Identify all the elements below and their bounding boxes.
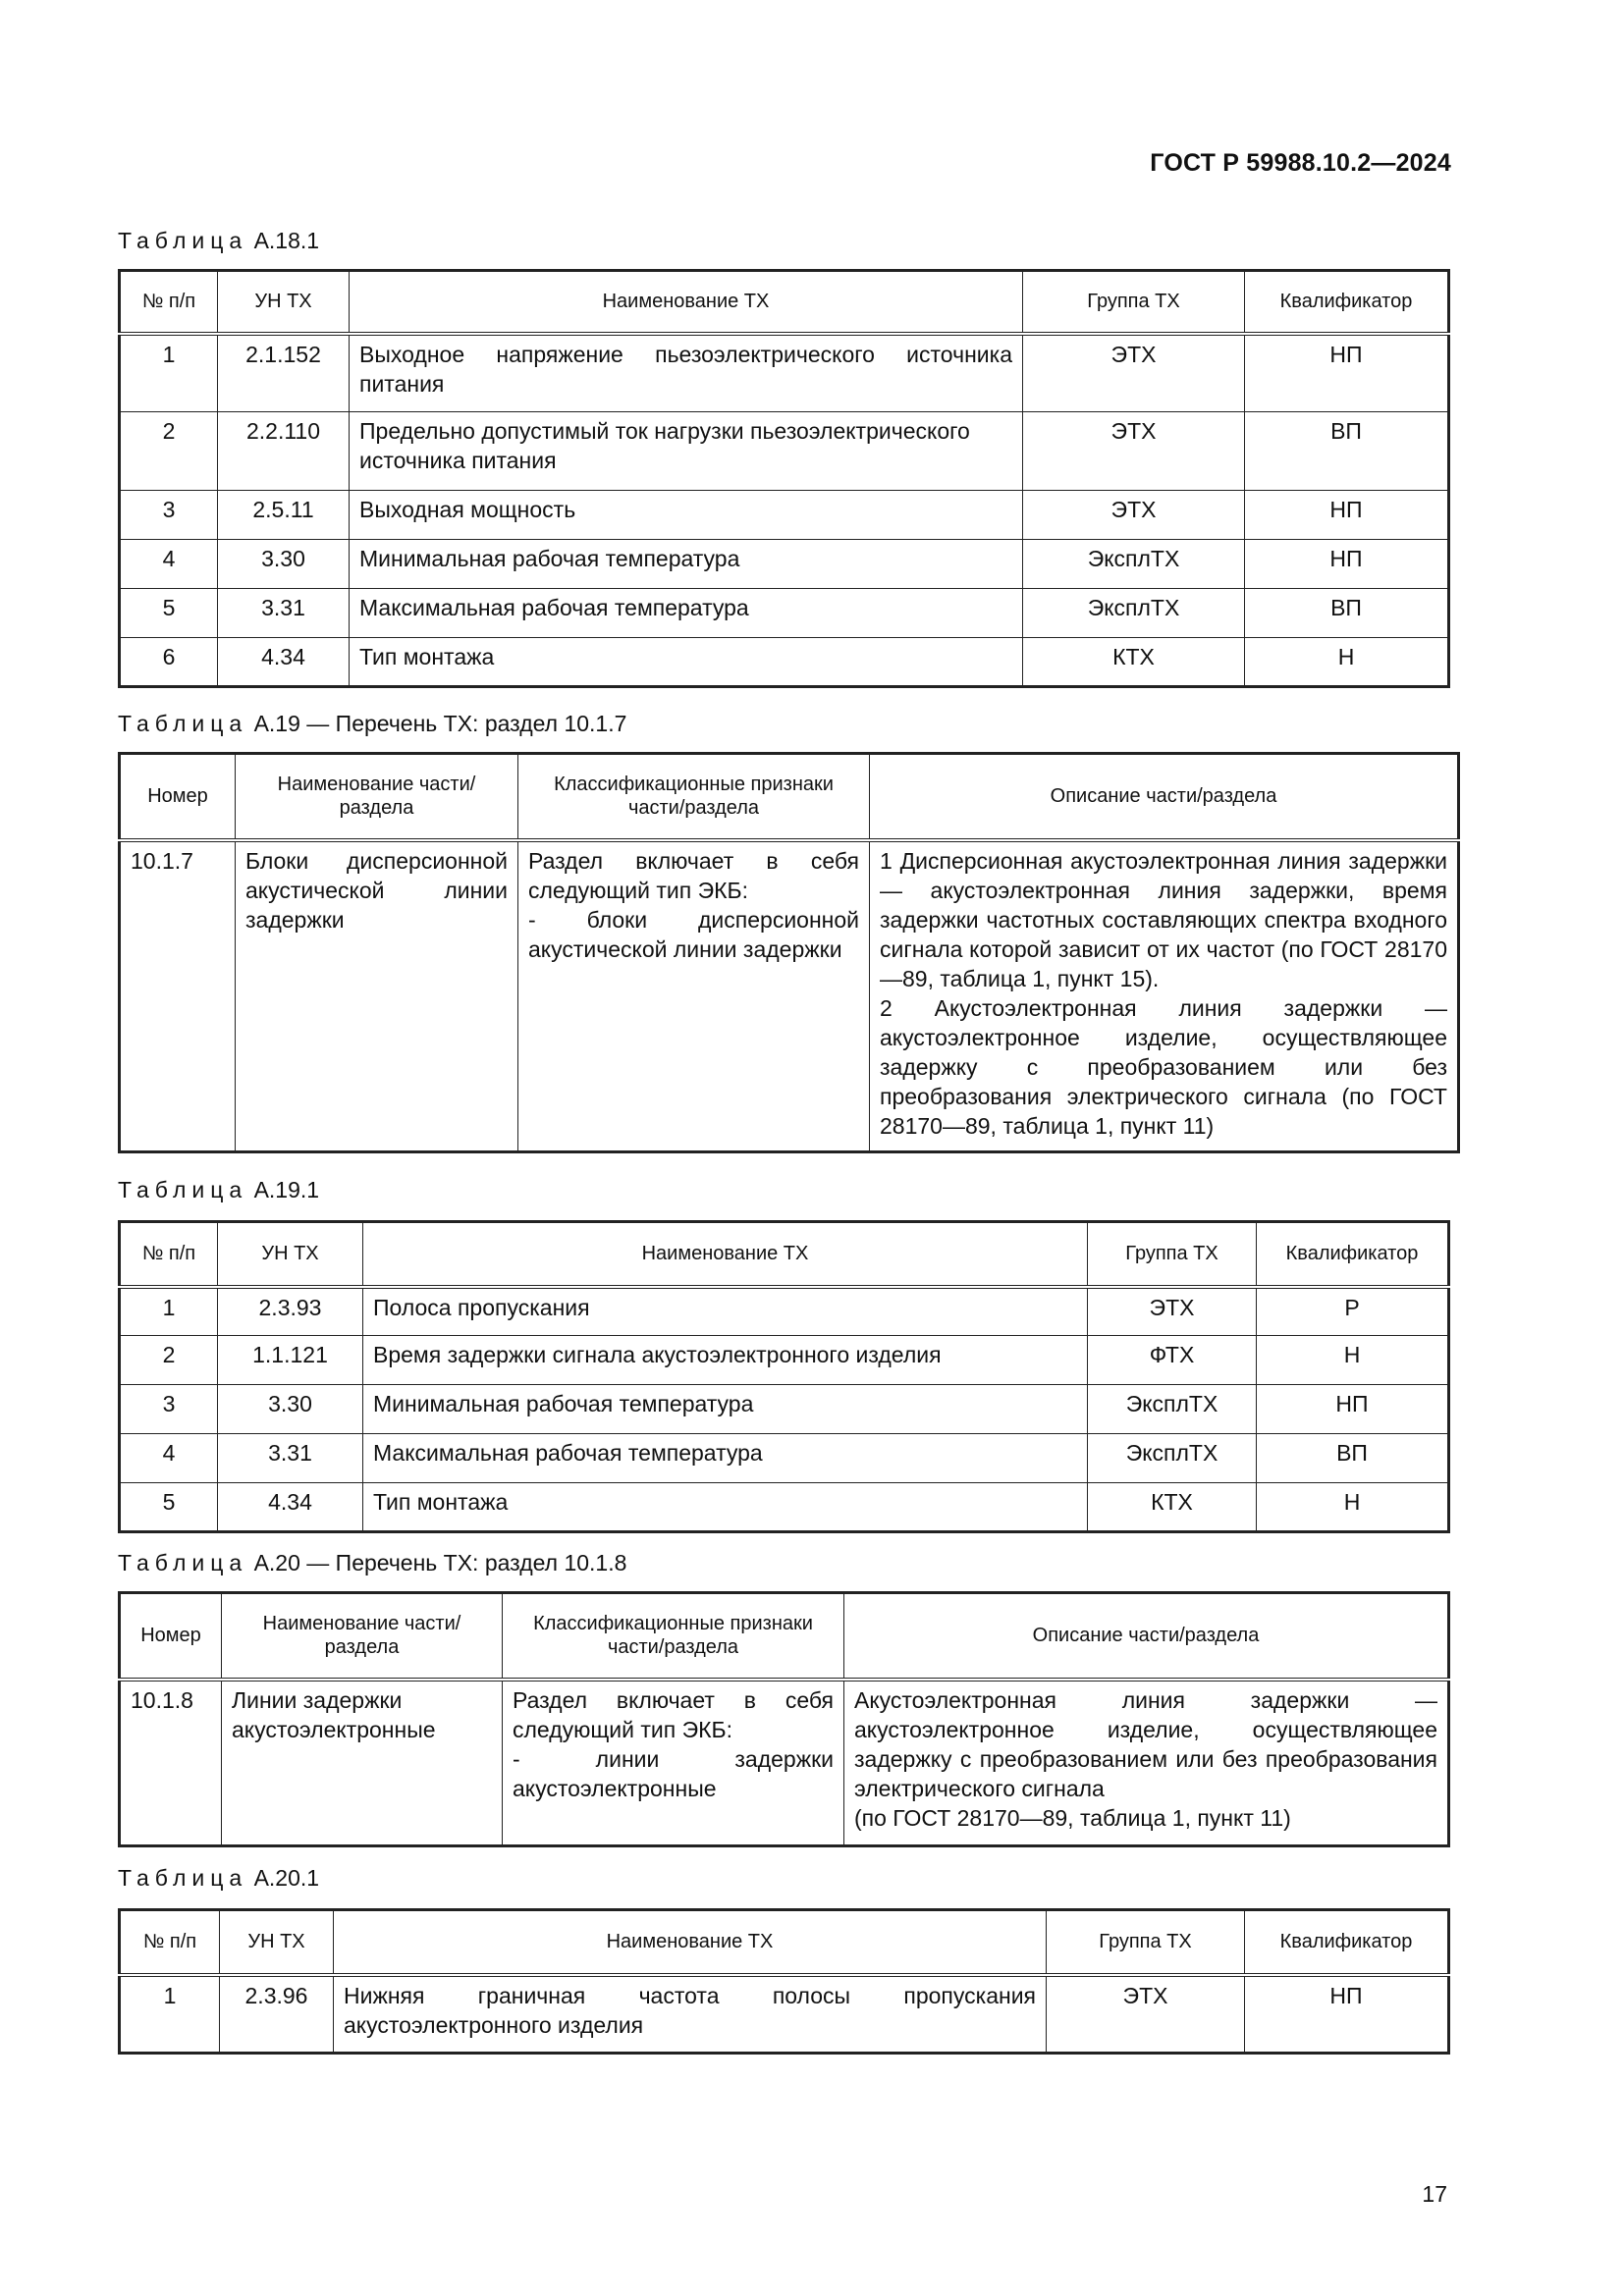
header-cell: Классификационные признаки части/раздела xyxy=(518,754,870,840)
cell-group: ЭксплТХ xyxy=(1088,1434,1257,1483)
cell-number: 3 xyxy=(120,1385,218,1434)
header-cell: Группа ТХ xyxy=(1047,1910,1245,1975)
header-cell: Наименование части/ раздела xyxy=(236,754,518,840)
table-a19-1 xyxy=(118,1220,1450,1533)
cell-group: ЭксплТХ xyxy=(1023,540,1245,589)
table-row xyxy=(120,1975,1449,2054)
cell-group: ЭТХ xyxy=(1088,1287,1257,1336)
cell-name: Минимальная рабочая температура xyxy=(363,1385,1088,1434)
table-row xyxy=(120,1434,1449,1483)
cell-qualifier: НП xyxy=(1257,1385,1449,1434)
cell-number: 5 xyxy=(120,1483,218,1532)
cell-name: Максимальная рабочая температура xyxy=(363,1434,1088,1483)
header-cell: Наименование части/ раздела xyxy=(222,1593,503,1680)
description-paragraph: 2 Акустоэлектронная линия задержки — акустоэлектронное изделие, осуществляющее задержку с преобразованием или без преобразования электрического сигнала (по ГОСТ 28170—89, таблица 1, пункт 11) xyxy=(880,994,1447,1139)
table-header-row xyxy=(120,1910,1449,1975)
description-paragraph: 1 Дисперсионная акустоэлектронная линия задержки — акустоэлектронная линия задержки, время задержки частотных составляющих спектра входного сигнала которой зависит от их частот (по ГОСТ 28170—89, таблица 1, пункт 15). xyxy=(880,847,1447,991)
cell-number: 3 xyxy=(120,491,218,540)
table-row xyxy=(120,638,1449,687)
features-item: - линии задержки акустоэлектронные xyxy=(513,1745,834,1801)
table-row xyxy=(120,589,1449,638)
cell-name: Выходное напряжение пьезоэлектрического источника питания xyxy=(350,334,1023,412)
table-header-row xyxy=(120,1222,1449,1287)
header-cell: Номер xyxy=(120,1593,222,1680)
header-cell: Описание части/раздела xyxy=(870,754,1459,840)
header-cell: УН ТХ xyxy=(218,1222,363,1287)
cell-qualifier: НП xyxy=(1245,334,1449,412)
table-row xyxy=(120,1680,1449,1846)
cell-qualifier: Н xyxy=(1257,1336,1449,1385)
cell-code: 3.30 xyxy=(218,1385,363,1434)
table-caption-a19: Таблица А.19 — Перечень ТХ: раздел 10.1.7 xyxy=(118,711,627,736)
header-cell: Номер xyxy=(120,754,236,840)
table-a18-1 xyxy=(118,269,1450,688)
cell-group: ЭксплТХ xyxy=(1088,1385,1257,1434)
cell-number: 6 xyxy=(120,638,218,687)
cell-group: ЭксплТХ xyxy=(1023,589,1245,638)
cell-qualifier: НП xyxy=(1245,540,1449,589)
header-cell: Квалификатор xyxy=(1257,1222,1449,1287)
cell-code: 4.34 xyxy=(218,638,350,687)
cell-qualifier: ВП xyxy=(1245,589,1449,638)
table-a20-1 xyxy=(118,1908,1450,2055)
table-row xyxy=(120,334,1449,412)
cell-group: ЭТХ xyxy=(1047,1975,1245,2054)
cell-code: 2.3.93 xyxy=(218,1287,363,1336)
features-item: - блоки дисперсионной акустической линии задержки xyxy=(528,906,859,962)
cell-code: 2.2.110 xyxy=(218,412,350,491)
cell-group: ЭТХ xyxy=(1023,412,1245,491)
cell-features xyxy=(503,1680,844,1846)
table-header-row xyxy=(120,754,1459,840)
cell-name: Выходная мощность xyxy=(350,491,1023,540)
cell-qualifier: Н xyxy=(1257,1483,1449,1532)
cell-name: Тип монтажа xyxy=(350,638,1023,687)
cell-code: 4.34 xyxy=(218,1483,363,1532)
header-cell: Наименование ТХ xyxy=(334,1910,1047,1975)
table-row xyxy=(120,840,1459,1152)
cell-features xyxy=(518,840,870,1152)
table-row xyxy=(120,1483,1449,1532)
cell-qualifier: Н xyxy=(1245,638,1449,687)
table-row xyxy=(120,412,1449,491)
cell-qualifier: ВП xyxy=(1257,1434,1449,1483)
header-cell: № п/п xyxy=(120,1222,218,1287)
cell-number: 4 xyxy=(120,540,218,589)
description-paragraph: (по ГОСТ 28170—89, таблица 1, пункт 11) xyxy=(854,1804,1291,1831)
table-row xyxy=(120,491,1449,540)
table-row xyxy=(120,1287,1449,1336)
header-cell: Квалификатор xyxy=(1245,271,1449,334)
cell-code: 3.31 xyxy=(218,589,350,638)
cell-qualifier: НП xyxy=(1245,491,1449,540)
cell-name: Тип монтажа xyxy=(363,1483,1088,1532)
header-cell: Классификационные признаки части/раздела xyxy=(503,1593,844,1680)
table-caption-a19-1: Таблица А.19.1 xyxy=(118,1177,320,1202)
cell-number: 2 xyxy=(120,412,218,491)
cell-number: 5 xyxy=(120,589,218,638)
table-header-row xyxy=(120,271,1449,334)
cell-group: ФТХ xyxy=(1088,1336,1257,1385)
cell-name: Максимальная рабочая температура xyxy=(350,589,1023,638)
cell-name: Минимальная рабочая температура xyxy=(350,540,1023,589)
table-row xyxy=(120,1385,1449,1434)
cell-code: 2.3.96 xyxy=(220,1975,334,2054)
header-cell: Наименование ТХ xyxy=(363,1222,1088,1287)
header-cell: УН ТХ xyxy=(218,271,350,334)
cell-code: 2.1.152 xyxy=(218,334,350,412)
table-header-row xyxy=(120,1593,1449,1680)
table-a20 xyxy=(118,1591,1450,1847)
cell-name: Полоса пропускания xyxy=(363,1287,1088,1336)
features-intro: Раздел включает в себя следующий тип ЭКБ: xyxy=(513,1686,834,1742)
cell-number: 1 xyxy=(120,1287,218,1336)
cell-number: 2 xyxy=(120,1336,218,1385)
cell-description xyxy=(844,1680,1449,1846)
table-row xyxy=(120,1336,1449,1385)
header-cell: Группа ТХ xyxy=(1023,271,1245,334)
cell-code: 2.5.11 xyxy=(218,491,350,540)
table-caption-a18-1: Таблица А.18.1 xyxy=(118,228,320,253)
cell-code: 3.30 xyxy=(218,540,350,589)
cell-number: 4 xyxy=(120,1434,218,1483)
table-a19 xyxy=(118,752,1460,1153)
cell-description xyxy=(870,840,1459,1152)
header-cell: Квалификатор xyxy=(1245,1910,1449,1975)
cell-number: 1 xyxy=(120,334,218,412)
page-number: 17 xyxy=(1422,2181,1447,2207)
cell-group: КТХ xyxy=(1023,638,1245,687)
header-cell: Описание части/раздела xyxy=(844,1593,1449,1680)
cell-section-number: 10.1.7 xyxy=(120,840,236,1152)
header-cell: № п/п xyxy=(120,1910,220,1975)
header-cell: Наименование ТХ xyxy=(350,271,1023,334)
header-cell: № п/п xyxy=(120,271,218,334)
table-caption-a20-1: Таблица А.20.1 xyxy=(118,1865,320,1891)
cell-name: Время задержки сигнала акустоэлектронного изделия xyxy=(363,1336,1088,1385)
cell-section-name: Линии задержки акустоэлектронные xyxy=(222,1680,503,1846)
cell-qualifier: Р xyxy=(1257,1287,1449,1336)
cell-number: 1 xyxy=(120,1975,220,2054)
cell-code: 3.31 xyxy=(218,1434,363,1483)
header-cell: УН ТХ xyxy=(220,1910,334,1975)
cell-name: Нижняя граничная частота полосы пропускания акустоэлектронного изделия xyxy=(334,1975,1047,2054)
cell-qualifier: ВП xyxy=(1245,412,1449,491)
cell-group: ЭТХ xyxy=(1023,491,1245,540)
table-row xyxy=(120,540,1449,589)
features-intro: Раздел включает в себя следующий тип ЭКБ: xyxy=(528,847,859,903)
cell-group: КТХ xyxy=(1088,1483,1257,1532)
header-cell: Группа ТХ xyxy=(1088,1222,1257,1287)
table-caption-a20: Таблица А.20 — Перечень ТХ: раздел 10.1.8 xyxy=(118,1550,627,1575)
cell-code: 1.1.121 xyxy=(218,1336,363,1385)
cell-group: ЭТХ xyxy=(1023,334,1245,412)
cell-section-name: Блоки дисперсионной акустической линии задержки xyxy=(236,840,518,1152)
description-paragraph: Акустоэлектронная линия задержки — акустоэлектронное изделие, осуществляющее задержку с преобразованием или без преобразования электрического сигнала xyxy=(854,1686,1437,1801)
cell-section-number: 10.1.8 xyxy=(120,1680,222,1846)
cell-qualifier: НП xyxy=(1245,1975,1449,2054)
cell-name: Предельно допустимый ток нагрузки пьезоэлектрического источника питания xyxy=(350,412,1023,491)
document-code: ГОСТ Р 59988.10.2—2024 xyxy=(1150,149,1451,177)
